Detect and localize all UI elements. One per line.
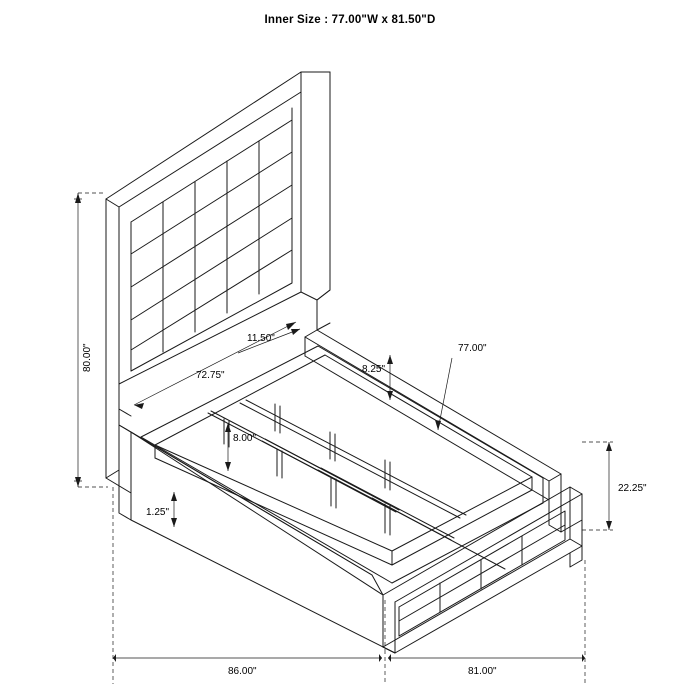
dimension-label-headboard-to-rail: 11.50"	[247, 333, 275, 344]
dimension-label-headboard-height: 80.00"	[82, 343, 93, 372]
dimension-label-side-rail-length: 72.75"	[196, 370, 225, 381]
dimension-label-overall-width: 81.00"	[468, 666, 497, 677]
dimension-label-slat-spacing: 8.25"	[362, 364, 386, 375]
dimension-label-rail-thickness: 1.25"	[146, 507, 170, 518]
dimension-label-slat-height: 8.00"	[233, 433, 257, 444]
dimension-label-overall-depth: 86.00"	[228, 666, 257, 677]
page-title: Inner Size : 77.00"W x 81.50"D	[264, 14, 436, 26]
dimension-label-inner-width: 77.00"	[458, 343, 487, 354]
dimension-label-footboard-height: 22.25"	[618, 483, 647, 494]
